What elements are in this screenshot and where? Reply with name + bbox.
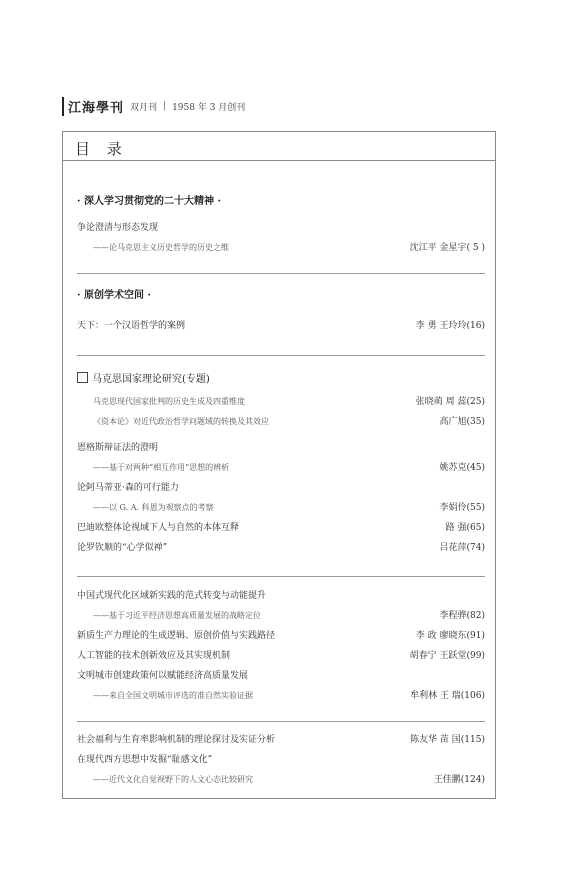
publication-frequency: 双月刊 <box>130 102 158 113</box>
entry-authors: 高广旭(35) <box>439 417 485 427</box>
section-divider <box>77 721 485 722</box>
entry-title: 文明城市创建政策何以赋能经济高质量发展 <box>77 671 249 681</box>
entry-authors: 李 政 廖晓东(91) <box>415 631 485 641</box>
toc-entry[interactable] <box>77 392 485 412</box>
entry-authors: 路 强(65) <box>445 523 485 533</box>
entry-authors: 沈江平 金星宇( 5 ) <box>409 243 485 253</box>
entry-subtitle: ——基于习近平经济思想高质量发展的战略定位 <box>93 611 261 620</box>
entry-authors: 陈友华 苗 国(115) <box>410 735 485 745</box>
section-heading: · 原创学术空间 · <box>77 290 151 301</box>
toc-entry[interactable] <box>77 586 485 606</box>
entry-title: 恩格斯辩证法的澄明 <box>77 443 159 453</box>
entry-title: 人工智能的技术创新效应及其实现机制 <box>77 651 231 661</box>
toc-entry[interactable] <box>77 412 485 432</box>
section-marx-state-theory <box>77 372 485 558</box>
toc-entry[interactable] <box>77 438 485 458</box>
toc-entry[interactable] <box>77 626 485 646</box>
entry-title: 天下：一个汉语哲学的案例 <box>77 321 186 331</box>
entry-title: 《资本论》对近代政治哲学问题域的转换及其效应 <box>93 417 269 426</box>
entry-title: 论罗钦顺的“心学似禅” <box>77 543 168 553</box>
section-heading-text: 马克思国家理论研究(专题) <box>92 374 210 385</box>
entry-title: 马克思现代国家批判的历史生成及四重维度 <box>93 397 245 406</box>
entry-title: 在现代西方思想中发掘“耻感文化” <box>77 755 213 765</box>
toc-entry[interactable] <box>77 646 485 666</box>
entry-authors: 王佳鹏(124) <box>433 775 485 785</box>
square-bullet-icon <box>77 372 88 383</box>
entry-title: 争论澄清与形态发现 <box>77 223 159 233</box>
toc-entry[interactable] <box>77 478 485 498</box>
entry-authors: 吕花萍(74) <box>439 543 485 553</box>
entry-title: 中国式现代化区域新实践的范式转变与动能提升 <box>77 591 267 601</box>
toc-entry[interactable] <box>77 730 485 750</box>
section-heading <box>77 372 485 388</box>
entry-title: 论阿马蒂亚·森的可行能力 <box>77 483 179 493</box>
toc-entry[interactable] <box>77 218 485 238</box>
section-party-congress <box>77 194 485 258</box>
journal-logo: 江海學刊 <box>62 97 124 116</box>
title-rule <box>63 160 495 161</box>
section-heading: · 深人学习贯彻党的二十大精神 · <box>77 196 221 207</box>
section-original-academic <box>77 288 485 336</box>
toc-entry[interactable] <box>77 538 485 558</box>
toc-entry[interactable] <box>77 316 485 336</box>
entry-title: 巴迪欧整体论视域下人与自然的本体互释 <box>77 523 240 533</box>
founding-note: 1958 年 3 月创刊 <box>172 102 246 113</box>
section-divider <box>77 273 485 274</box>
section-divider <box>77 355 485 356</box>
entry-title: 新质生产力理论的生成逻辑、原创价值与实践路径 <box>77 631 276 641</box>
masthead <box>62 97 245 115</box>
toc-entry[interactable] <box>77 750 485 770</box>
toc-entry[interactable] <box>77 498 485 518</box>
toc-entry[interactable] <box>77 238 485 258</box>
entry-authors: 张晓萌 周 蕊(25) <box>415 397 485 407</box>
entry-title: 社会福利与生育率影响机制的理论探讨及实证分析 <box>77 735 276 745</box>
entry-authors: 胡春宁 王跃堂(99) <box>409 651 485 661</box>
entry-authors: 牟利林 王 瑞(106) <box>410 691 485 701</box>
masthead-separator: | <box>163 101 167 111</box>
entry-subtitle: ——以 G. A. 科恩为观察点的考察 <box>93 503 214 512</box>
section-sociology <box>77 730 485 790</box>
entry-authors: 姚苏克(45) <box>439 463 485 473</box>
toc-entry[interactable] <box>77 458 485 478</box>
entry-subtitle: ——来自全国文明城市评选的准自然实验证据 <box>93 691 253 700</box>
entry-authors: 李程骅(82) <box>439 611 485 621</box>
section-economics <box>77 586 485 706</box>
toc-entry[interactable] <box>77 770 485 790</box>
section-divider <box>77 576 485 577</box>
entry-subtitle: ——近代文化自觉视野下的人文心态比较研究 <box>93 775 253 784</box>
toc-entry[interactable] <box>77 518 485 538</box>
toc-entry[interactable] <box>77 606 485 626</box>
entry-authors: 李娟伶(55) <box>439 503 485 513</box>
toc-frame <box>62 131 496 799</box>
entry-subtitle: ——论马克思主义历史哲学的历史之维 <box>93 243 229 252</box>
entry-subtitle: ——基于对两种“相互作用”思想的辨析 <box>93 463 230 472</box>
toc-title: 目 录 <box>75 140 128 158</box>
toc-entry[interactable] <box>77 666 485 686</box>
toc-entry[interactable] <box>77 686 485 706</box>
entry-authors: 李 勇 王玲玲(16) <box>415 321 485 331</box>
